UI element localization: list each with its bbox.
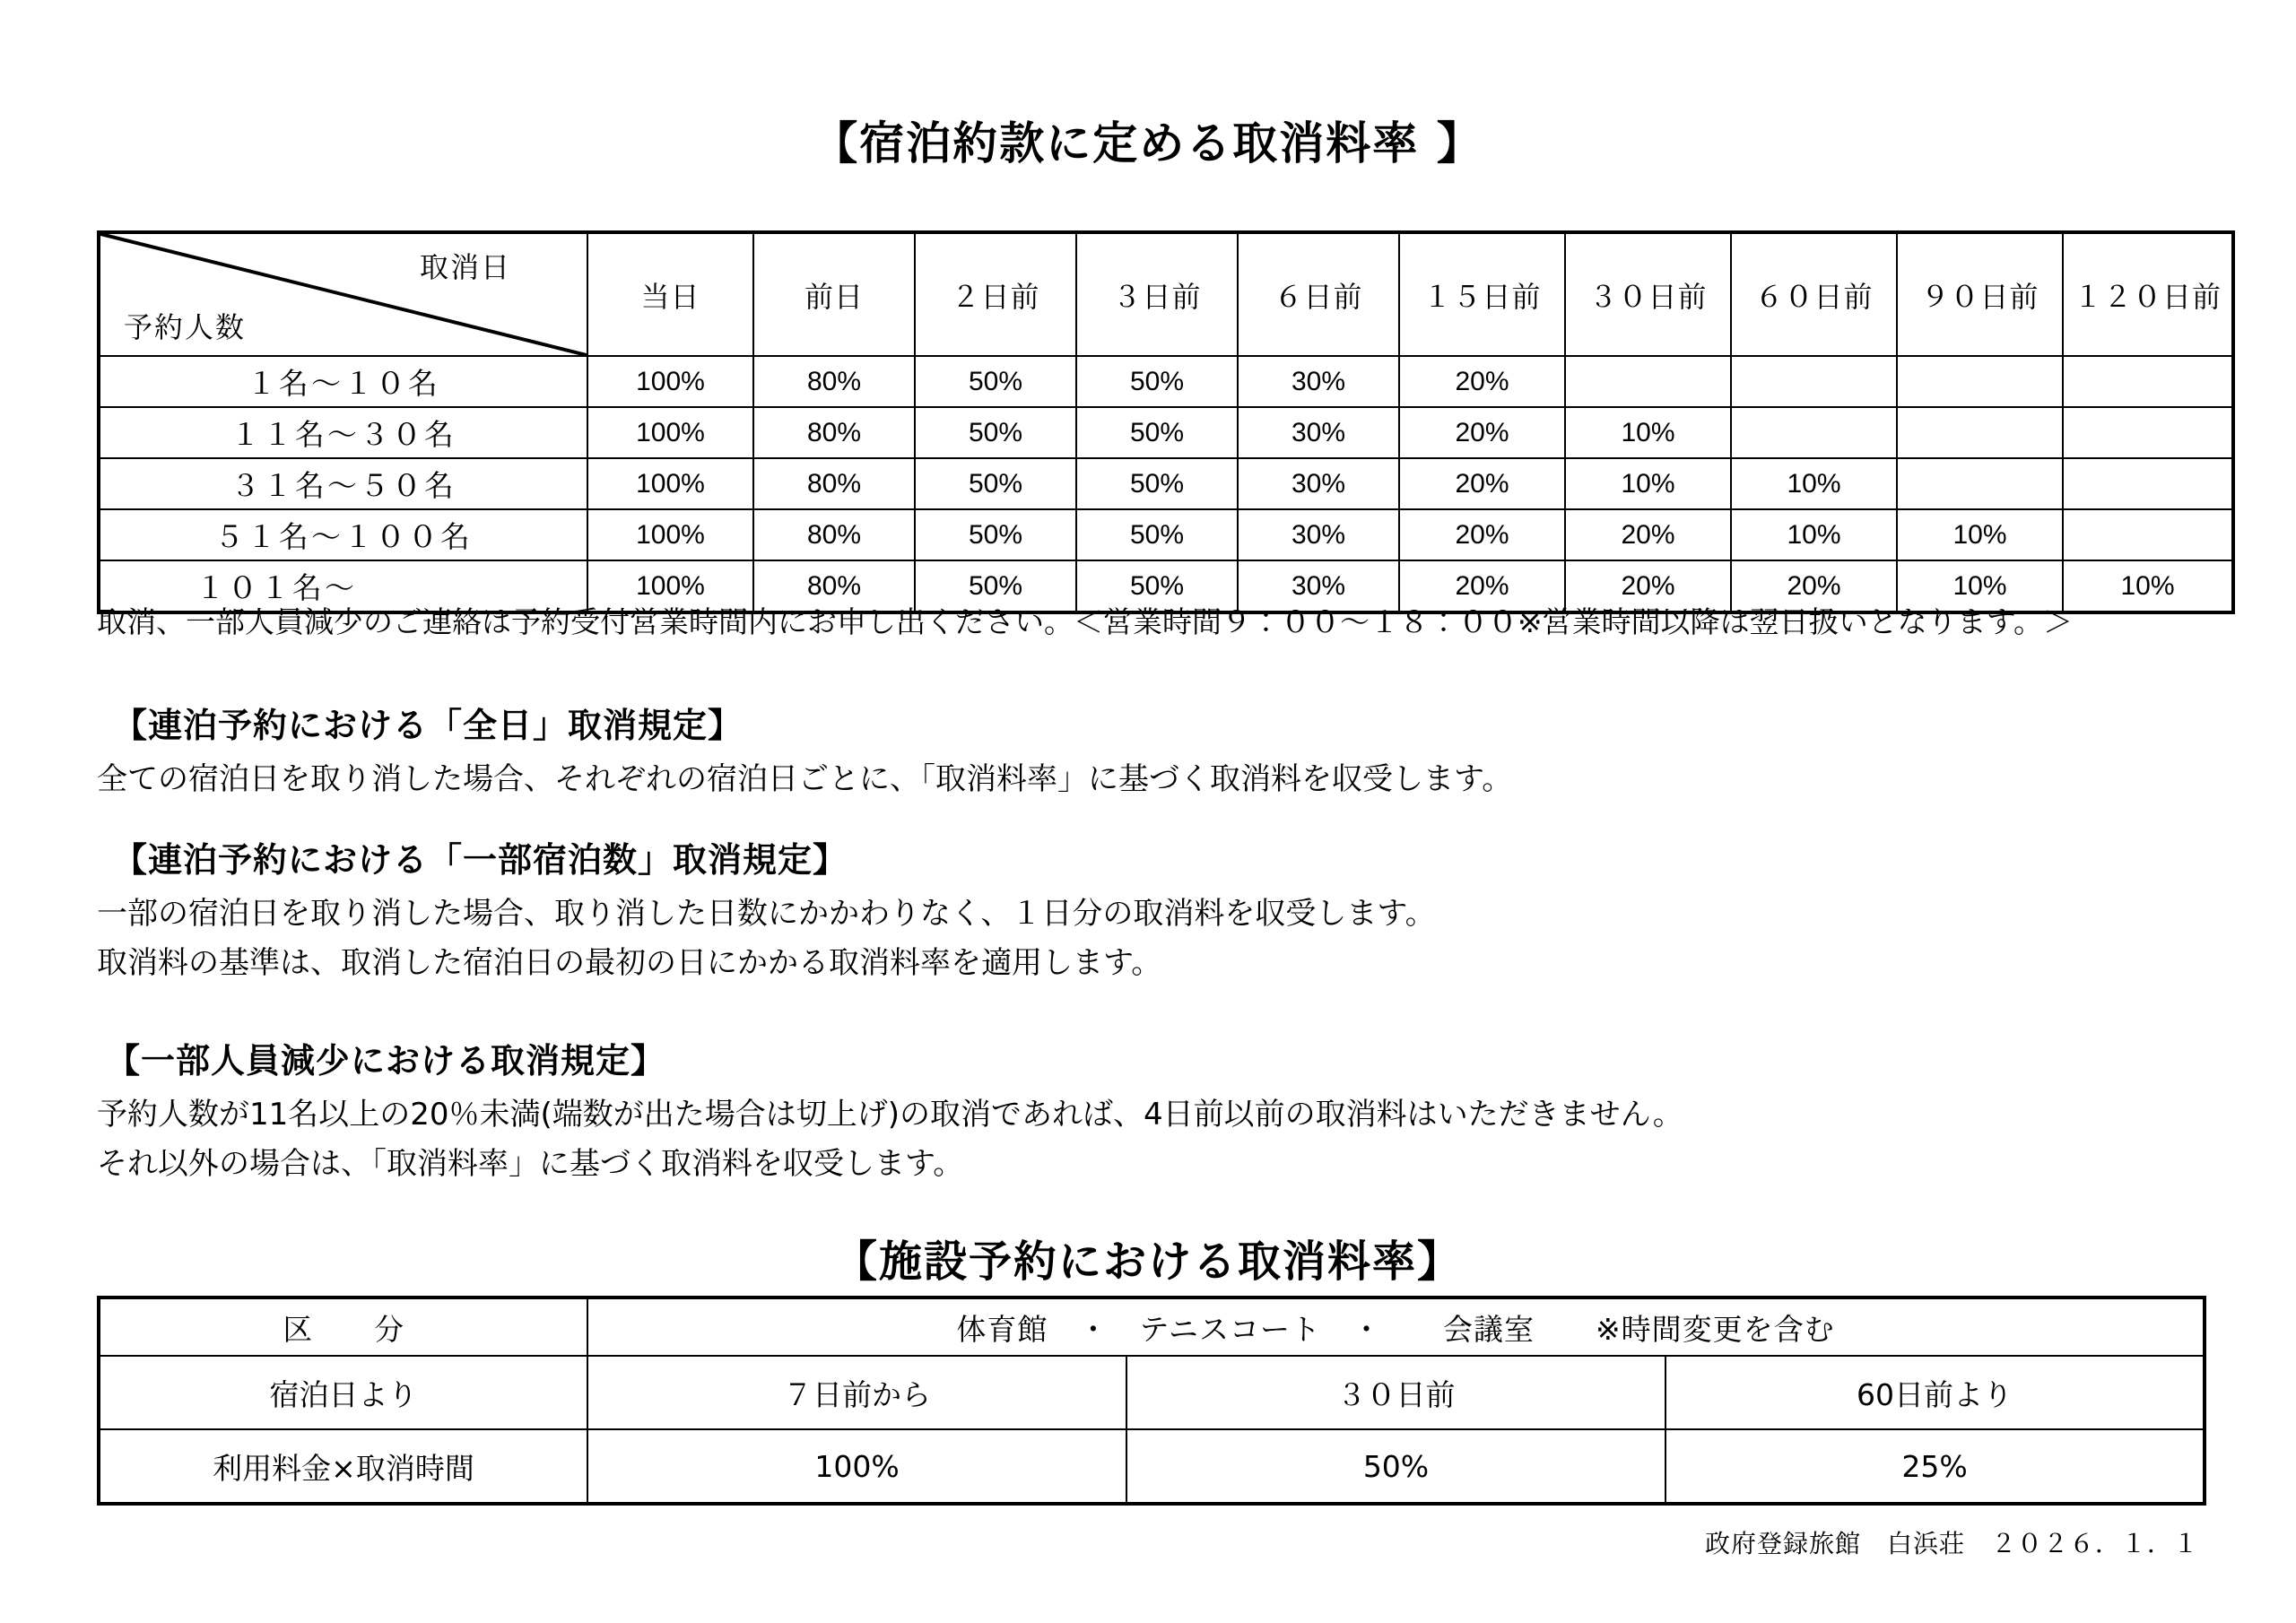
table-row xyxy=(99,509,2233,560)
rate-cell: 10% xyxy=(1731,458,1897,509)
row-label-basis: 宿泊日より xyxy=(99,1356,587,1429)
rate-cell: 10% xyxy=(1897,509,2063,560)
rate-cell xyxy=(1565,356,1731,407)
rate-cell: 80% xyxy=(753,509,915,560)
rate-cell: 100% xyxy=(587,407,753,458)
row-label-guest-range: １名～１０名 xyxy=(99,356,587,407)
section-partial-people-cancellation xyxy=(97,1033,1683,1188)
column-header-day-5: １５日前 xyxy=(1399,232,1565,356)
table-row xyxy=(99,407,2233,458)
row-label-formula: 利用料金×取消時間 xyxy=(99,1429,587,1504)
rate-cell xyxy=(2063,356,2233,407)
column-header-day-1: 前日 xyxy=(753,232,915,356)
rate-cell: 20% xyxy=(1399,407,1565,458)
rate-cell: 30% xyxy=(1238,509,1399,560)
cancellation-contact-note: 取消、一部人員減少のご連絡は予約受付営業時間内にお申し出ください。＜営業時間９：００～１８：００※営業時間以降は翌日扱いとなります。＞ xyxy=(97,604,2074,639)
rate-cell: 100% xyxy=(587,509,753,560)
rate-cell: 80% xyxy=(753,356,915,407)
rate-cell: 80% xyxy=(753,407,915,458)
section-partial-nights-cancellation xyxy=(97,832,1436,987)
rate-cell: 20% xyxy=(1565,560,1731,612)
rate-cell: 50% xyxy=(1076,356,1238,407)
rate-cell: 20% xyxy=(1399,560,1565,612)
corner-header-cell xyxy=(99,232,587,356)
row-label-guest-range: １０１名～ xyxy=(99,560,587,612)
rate-cell: 10% xyxy=(1897,560,2063,612)
rate-cell: 20% xyxy=(1399,458,1565,509)
corner-label-cancel-date: 取消日 xyxy=(419,250,511,284)
rate-cell: 30% xyxy=(1238,458,1399,509)
facility-section-title: 【施設予約における取消料率】 xyxy=(833,1237,1462,1287)
rate-cell xyxy=(1897,356,2063,407)
rate-cell xyxy=(1731,407,1897,458)
rate-cell: 100% xyxy=(587,1429,1126,1504)
rate-cell: 10% xyxy=(2063,560,2233,612)
rate-cell: 30% xyxy=(1238,407,1399,458)
rate-cell: 20% xyxy=(1399,509,1565,560)
rate-cell: 50% xyxy=(1076,560,1238,612)
timing-cell: ３０日前 xyxy=(1126,1356,1665,1429)
section-body-line: それ以外の場合は、「取消料率」に基づく取消料を収受します。 xyxy=(97,1146,964,1182)
rate-cell: 50% xyxy=(915,458,1076,509)
header-cell-category: 区 分 xyxy=(99,1298,587,1356)
corner-label-guest-count: 予約人数 xyxy=(124,310,247,344)
rate-cell: 80% xyxy=(753,458,915,509)
timing-cell: ７日前から xyxy=(587,1356,1126,1429)
section-body-line: 全ての宿泊日を取り消した場合、それぞれの宿泊日ごとに、「取消料率」に基づく取消料を収受します。 xyxy=(97,761,1513,797)
cancellation-rate-table xyxy=(97,230,2235,614)
table-row xyxy=(99,1356,2205,1429)
table-header-row xyxy=(99,232,2233,356)
column-header-day-6: ３０日前 xyxy=(1565,232,1731,356)
rate-cell: 50% xyxy=(1076,509,1238,560)
column-header-day-2: ２日前 xyxy=(915,232,1076,356)
rate-cell: 50% xyxy=(915,560,1076,612)
rate-cell: 30% xyxy=(1238,356,1399,407)
section-body-line: 一部の宿泊日を取り消した場合、取り消した日数にかかわりなく、１日分の取消料を収受します。 xyxy=(97,896,1436,932)
row-label-guest-range: ５１名～１００名 xyxy=(99,509,587,560)
rate-cell: 10% xyxy=(1731,509,1897,560)
rate-cell: 50% xyxy=(1126,1429,1665,1504)
row-label-guest-range: １１名～３０名 xyxy=(99,407,587,458)
column-header-day-7: ６０日前 xyxy=(1731,232,1897,356)
table-row xyxy=(99,458,2233,509)
rate-cell: 30% xyxy=(1238,560,1399,612)
facility-cancellation-table xyxy=(97,1296,2206,1506)
table-header-row xyxy=(99,1298,2205,1356)
rate-cell xyxy=(1897,458,2063,509)
section-body-line: 予約人数が11名以上の20％未満(端数が出た場合は切上げ)の取消であれば、4日前以前の取消料はいただきません。 xyxy=(97,1097,1683,1133)
rate-cell: 50% xyxy=(1076,407,1238,458)
column-header-day-4: ６日前 xyxy=(1238,232,1399,356)
rate-cell xyxy=(1731,356,1897,407)
rate-cell xyxy=(1897,407,2063,458)
section-heading: 【一部人員減少における取消規定】 xyxy=(106,1041,666,1081)
rate-cell: 20% xyxy=(1565,509,1731,560)
column-header-day-3: ３日前 xyxy=(1076,232,1238,356)
rate-cell: 50% xyxy=(915,407,1076,458)
rate-cell: 50% xyxy=(915,356,1076,407)
rate-cell xyxy=(2063,407,2233,458)
page-title: 【宿泊約款に定める取消料率 】 xyxy=(813,117,1483,169)
rate-cell xyxy=(2063,458,2233,509)
header-cell-facility-scope: 体育館 ・ テニスコート ・ 会議室 ※時間変更を含む xyxy=(587,1298,2205,1356)
rate-cell: 10% xyxy=(1565,458,1731,509)
section-body-line: 取消料の基準は、取消した宿泊日の最初の日にかかる取消料率を適用します。 xyxy=(97,945,1162,981)
rate-cell: 100% xyxy=(587,458,753,509)
rate-cell: 50% xyxy=(1076,458,1238,509)
table-row xyxy=(99,1429,2205,1504)
document-footer: 政府登録旅館 白浜荘 ２０２６．１．１ xyxy=(1704,1529,2199,1558)
rate-cell: 100% xyxy=(587,356,753,407)
table-row xyxy=(99,356,2233,407)
column-header-day-9: １２０日前 xyxy=(2063,232,2233,356)
rate-cell: 10% xyxy=(1565,407,1731,458)
column-header-day-8: ９０日前 xyxy=(1897,232,2063,356)
rate-cell: 100% xyxy=(587,560,753,612)
column-header-day-0: 当日 xyxy=(587,232,753,356)
rate-cell: 50% xyxy=(915,509,1076,560)
rate-cell xyxy=(2063,509,2233,560)
section-heading: 【連泊予約における「一部宿泊数」取消規定】 xyxy=(113,840,848,880)
rate-cell: 25% xyxy=(1665,1429,2205,1504)
rate-cell: 80% xyxy=(753,560,915,612)
rate-cell: 20% xyxy=(1731,560,1897,612)
rate-cell: 20% xyxy=(1399,356,1565,407)
section-all-days-cancellation xyxy=(97,698,1512,803)
row-label-guest-range: ３１名～５０名 xyxy=(99,458,587,509)
section-heading: 【連泊予約における「全日」取消規定】 xyxy=(113,706,744,745)
timing-cell: 60日前より xyxy=(1665,1356,2205,1429)
